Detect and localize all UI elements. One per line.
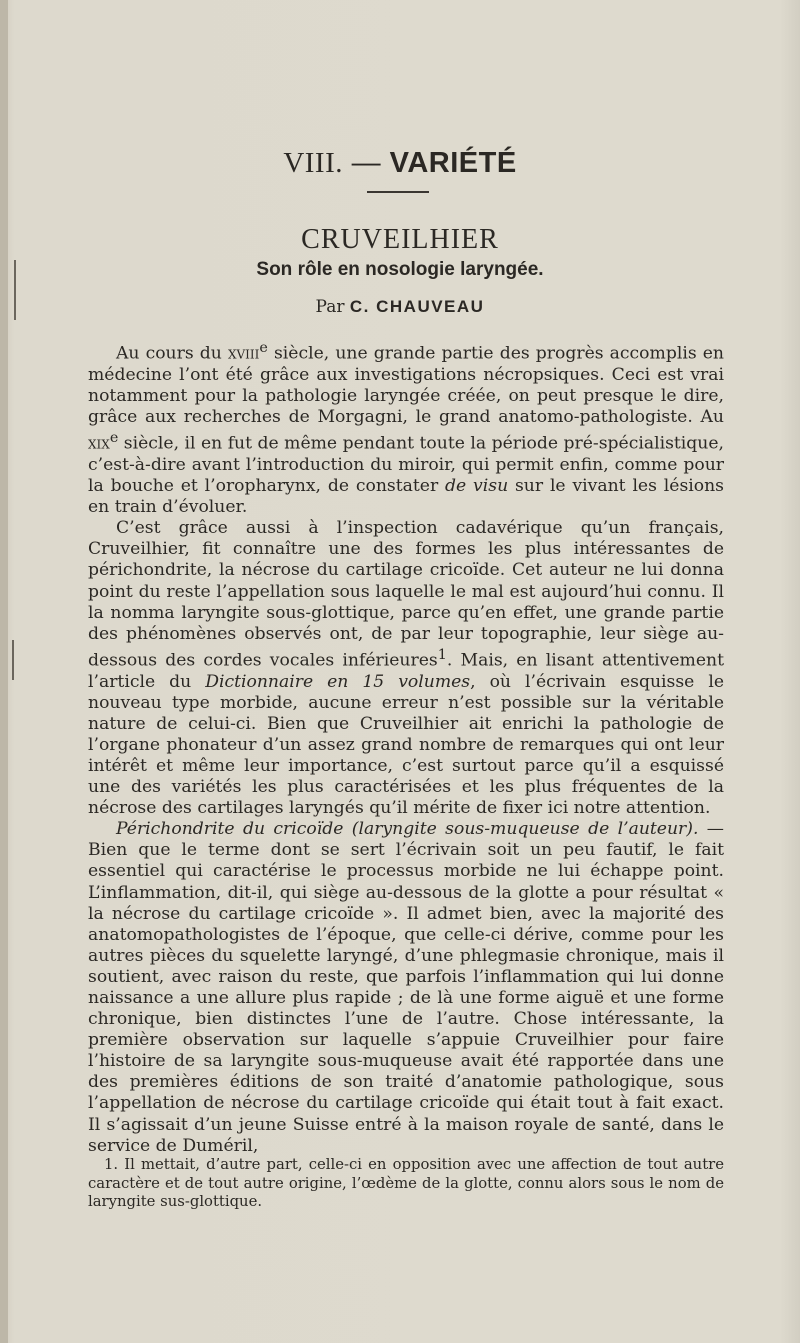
footnote — [88, 1156, 724, 1212]
paragraph — [88, 518, 724, 819]
byline-label: Par — [315, 297, 345, 317]
text-run: , où l’écrivain esquisse le nouveau type morbide, aucune erreur n’est possible sur la véritable nature de celui-ci. Bien que Cruveilhier ait enrichi la pathologie de l’organe phonateur d’un assez grand nombre de remarques qui ont leur intérêt et même leur importance, c’est surtout parce qu’il a esquissé une des variétés les plus caractérisées et les plus fréquentes de la nécrose des cartilages laryngés qu’il mérite de fixer ici notre attention. — [88, 671, 725, 819]
italic-phrase: Dictionnaire en 15 volumes — [205, 671, 471, 692]
text-run: — Bien que le terme dont se sert l’écrivain soit un peu fautif, le fait essentiel qui caractérise le processus morbide ne lui échappe point. L’inflammation, dit-il, qui siège au-dessous de la glotte a pour résultat « la nécrose du cartilage cricoïde ». Il admet bien, avec la majorité des anatomopathologistes de l’époque, que celle-ci dérive, comme pour les autres pièces du squelette laryngé, d’une phlegmasie chronique, mais il soutient, avec raison du reste, que parfois l’inflammation qui lui donne naissance a une allure plus rapide ; de là une forme aiguë et une forme chronique, bien distinctes l’une de l’autre. Chose intéressante, la première observation sur laquelle s’appuie Cruveilhier pour faire l’histoire de sa laryngite sous-muqueuse avait été rapportée dans une des premières éditions de son traité d’anatomie pathologique, sous l’appellation de nécrose du cartilage cricoïde qui était tout à fait exact. Il s’agissait d’un jeune Suisse entré à la maison royale de santé, dans le service de Duméril, — [88, 819, 724, 1156]
superscript: e — [109, 430, 119, 447]
article-title: CRUVEILHIER — [301, 224, 499, 255]
paragraph — [88, 338, 724, 518]
paragraph — [88, 819, 724, 1157]
article-subtitle: Son rôle en nosologie laryngée. — [256, 259, 544, 280]
author-name: C. CHAUVEAU — [349, 297, 485, 316]
footnote-text: Il mettait, d’autre part, celle-ci en opposition avec une affection de tout autre caractère et de tout autre origine, l’œdème de la glotte, connu alors sous le nom de laryngite sus-glottique. — [88, 1156, 724, 1210]
text-run: sur le vivant les lésions en train d’évoluer. — [88, 476, 724, 518]
section-number: VIII. — [283, 147, 343, 179]
footnote-paragraph — [88, 1156, 724, 1212]
footnote-number: 1. — [104, 1156, 119, 1173]
century-numeral: xviii — [227, 343, 260, 364]
section-dash: — — [351, 147, 382, 179]
byline — [0, 297, 800, 317]
italic-phrase: de visu — [445, 476, 509, 497]
footnote-reference: 1 — [437, 646, 447, 663]
text-run: Au cours du — [116, 343, 228, 364]
section-heading — [0, 147, 800, 180]
text-run: . Mais, en lisant attentivement l’article du — [88, 650, 724, 692]
paragraph-heading: Périchondrite du cricoïde (laryngite sous-muqueuse de l’auteur). — [116, 819, 699, 840]
superscript: e — [259, 340, 268, 356]
margin-mark — [12, 640, 14, 680]
text-run: C’est grâce aussi à l’inspection cadavérique qu’un français, Cruveilhier, fit connaître une des formes les plus intéressantes de périchondrite, la nécrose du cartilage cricoïde. Cet auteur ne lui donna point du reste l’appellation sous laquelle le mal est aujourd’hui connu. Il la nomma laryngite sous-glottique, parce qu’en effet, une grande partie des phénomènes observés ont, de par leur topographie, leur siège au-dessous des cordes vocales inférieures — [88, 518, 724, 671]
article-body — [88, 338, 724, 1157]
text-run: siècle, une grande partie des progrès accomplis en médecine l’ont été grâce aux investigations nécropsiques. Ceci est vrai notamment pour la pathologie laryngée créée, on peut presque le dire, grâce aux recherches de Morgagni, le grand anatomo-pathologiste. Au — [88, 343, 724, 428]
heading-rule — [367, 191, 429, 193]
century-numeral: xix — [88, 433, 110, 454]
text-run: siècle, il en fut de même pendant toute la période pré-spécialistique, c’est-à-dire avant l’introduction du miroir, qui permit enfin, comme pour la bouche et l’oropharynx, de constater — [88, 433, 724, 497]
section-name: VARIÉTÉ — [389, 147, 517, 179]
page-binding-edge — [0, 0, 8, 1343]
